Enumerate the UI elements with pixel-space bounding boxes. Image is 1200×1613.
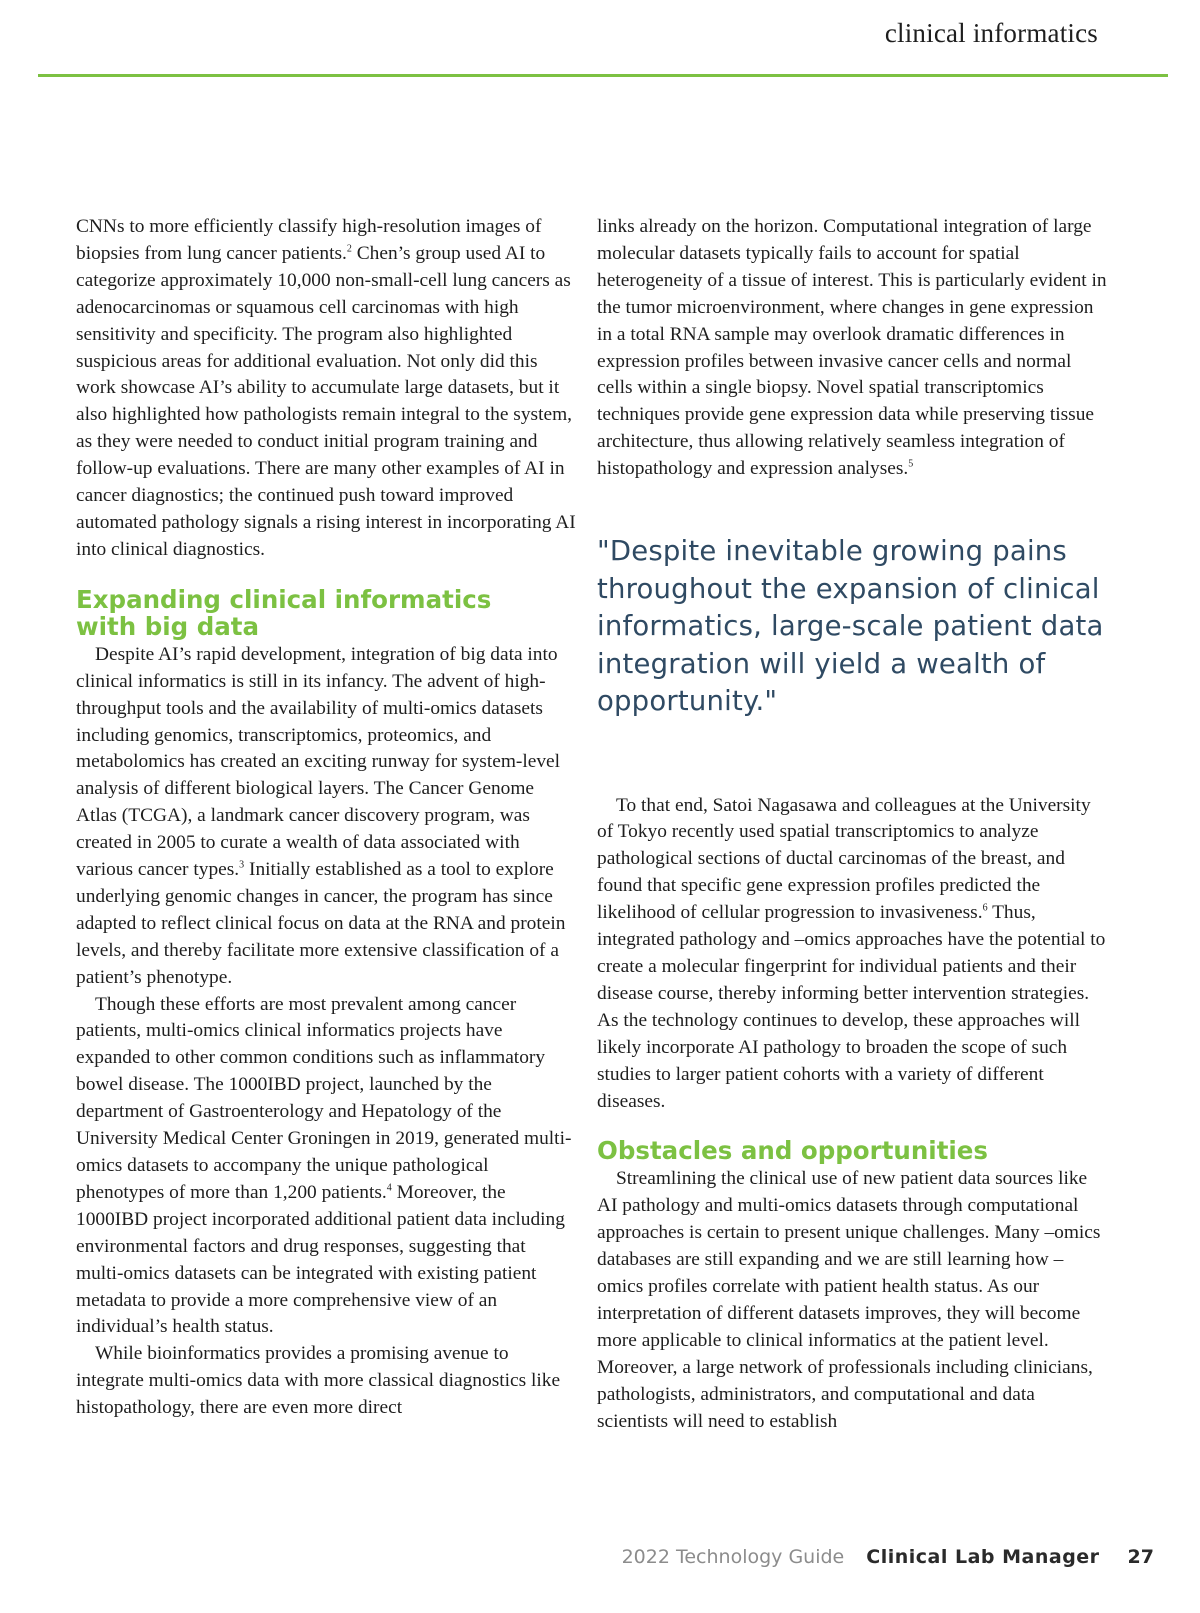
right-column (597, 214, 1107, 1436)
citation-ref: 3 (239, 859, 245, 871)
left-column (76, 214, 576, 1422)
paragraph: Though these efforts are most prevalent among cancer patients, multi-omics clinical informatics projects have expanded to other common conditions such as inflammatory bowel disease. The 1000IBD project, launched by the department of Gastroenterology and Hepatology of the University Medical Center Groningen in 2019, generated multi-omics datasets to accompany the unique pathological phenotypes of more than 1,200 patients.$^4$ Moreover, the 1000IBD project incorporated additional patient data including environmental factors and drug responses, suggesting that multi-omics datasets can be integrated with existing patient metadata to provide a more comprehensive view of an individual’s health status. (76, 993, 572, 1338)
page-footer (622, 1546, 1154, 1568)
paragraph: To that end, Satoi Nagasawa and colleagues at the University of Tokyo recently used spatial transcriptomics to analyze pathological sections of ductal carcinomas of the breast, and found that specific gene expression profiles predicted the likelihood of cellular progression to invasiveness.$^6$ Thus, integrated pathology and –omics approaches have the potential to create a molecular fingerprint for individual patients and their disease course, thereby informing better intervention strategies. As the technology continues to develop, these approaches will likely incorporate AI pathology to broaden the scope of such studies to larger patient cohorts with a variety of different diseases. (597, 794, 1106, 1112)
citation-ref: 4 (386, 1182, 392, 1194)
footer-guide: 2022 Technology Guide (621, 1546, 845, 1568)
pull-quote: "Despite inevitable growing pains throughout the expansion of clinical informatics, large-scale patient data integration will yield a wealth of opportunity." (597, 535, 1104, 718)
paragraph: links already on the horizon. Computational integration of large molecular datasets typically fails to account for spatial heterogeneity of a tissue of interest. This is particularly evident in the tumor microenvironment, where changes in gene expression in a total RNA sample may overlook dramatic differences in expression profiles between invasive cancer cells and normal cells within a single biopsy. Novel spatial transcriptomics techniques provide gene expression data while preserving tissue architecture, thus allowing relatively seamless integration of histopathology and expression analyses.$^5$ (597, 216, 1107, 480)
subheading-expanding: Expanding clinical informatics with big data (76, 584, 492, 641)
page-number: 27 (1127, 1546, 1154, 1568)
citation-ref: 2 (346, 243, 352, 255)
section-label: clinical informatics (884, 18, 1098, 48)
subheading-obstacles: Obstacles and opportunities (597, 1136, 989, 1166)
citation-ref: 5 (908, 458, 914, 470)
paragraph: Despite AI’s rapid development, integration of big data into clinical informatics is still in its infancy. The advent of high-throughput tools and the availability of multi-omics datasets including genomics, transcriptomics, proteomics, and metabolomics has created an exciting runway for system-level analysis of different biological layers. The Cancer Genome Atlas (TCGA), a landmark cancer discovery program, was created in 2005 to curate a wealth of data associated with various cancer types.$^3$ Initially established as a tool to explore underlying genomic changes in cancer, the program has since adapted to reflect clinical focus on data at the RNA and protein levels, and thereby facilitate more extensive classification of a patient’s phenotype. (76, 643, 566, 988)
paragraph: Streamlining the clinical use of new patient data sources like AI pathology and multi-omics datasets through computational approaches is certain to present unique challenges. Many –omics databases are still expanding and we are still learning how –omics profiles correlate with patient health status. As our interpretation of different datasets improves, they will become more applicable to clinical informatics at the patient level. Moreover, a large network of professionals including clinicians, pathologists, administrators, and computational and data scientists will need to establish (597, 1168, 1101, 1432)
citation-ref: 6 (982, 902, 988, 914)
paragraph: CNNs to more efficiently classify high-resolution images of biopsies from lung cancer patients.$^2$ Chen’s group used AI to categorize approximately 10,000 non-small-cell lung cancers as adenocarcinomas or squamous cell carcinomas with high sensitivity and specificity. The program also highlighted suspicious areas for additional evaluation. Not only did this work showcase AI’s ability to accumulate large datasets, but it also highlighted how pathologists remain integral to the system, as they were needed to conduct initial program training and follow-up evaluations. There are many other examples of AI in cancer diagnostics; the continued push toward improved automated pathology signals a rising interest in incorporating AI into clinical diagnostics. (76, 216, 576, 560)
paragraph: While bioinformatics provides a promising avenue to integrate multi-omics data with more classical diagnostics like histopathology, there are even more direct (76, 1343, 561, 1419)
header-rule (38, 74, 1168, 77)
footer-magazine: Clinical Lab Manager (866, 1546, 1100, 1568)
